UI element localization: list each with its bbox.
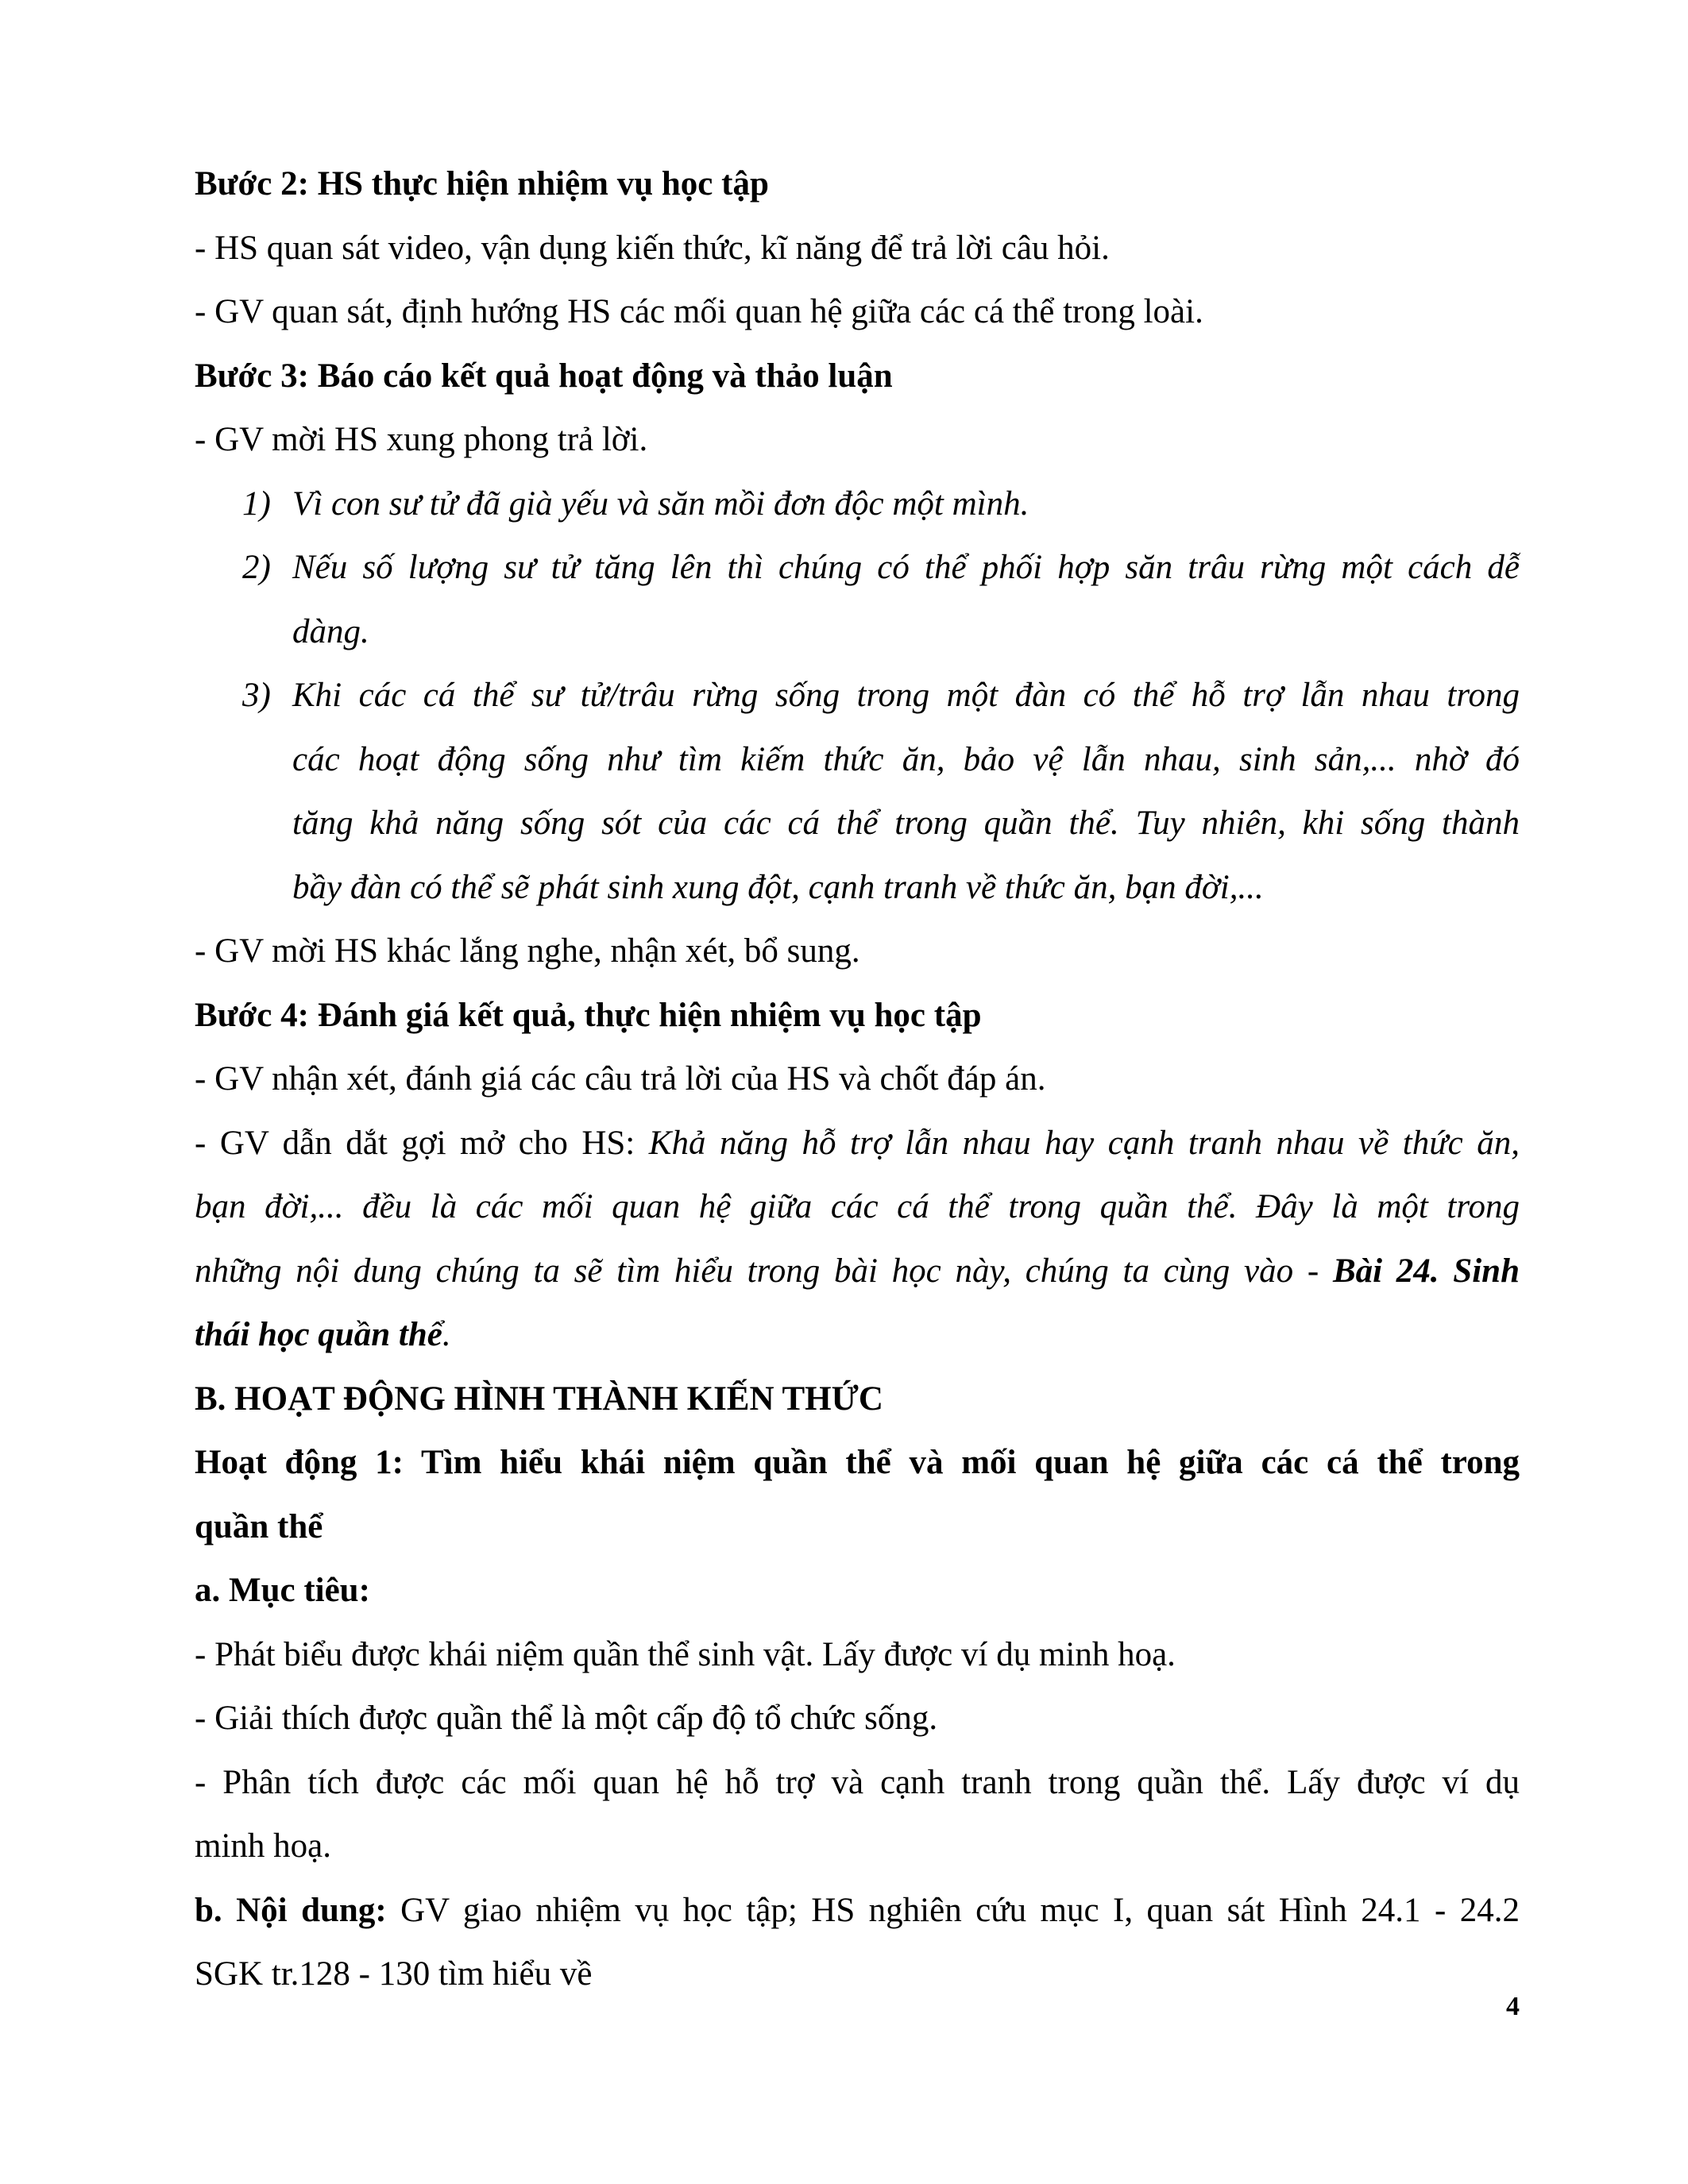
answer-text: dàng. bbox=[292, 612, 369, 650]
lesson-title-part-1: Bài 24. Sinh bbox=[1332, 1252, 1520, 1290]
lesson-title-part-2: thái học quần thể bbox=[195, 1316, 442, 1353]
step3-heading: Bước 3: Báo cáo kết quả hoạt động và thảo luận bbox=[195, 357, 893, 395]
goal-2: - Giải thích được quần thể là một cấp độ tổ chức sống. bbox=[195, 1700, 938, 1737]
lead-italic-1: Khả năng hỗ trợ lẫn nhau hay cạnh tranh nhau về thức ăn, bbox=[648, 1124, 1520, 1162]
content-label: b. Nội dung: bbox=[195, 1891, 387, 1929]
lead-prefix: - GV dẫn dắt gợi mở cho HS: bbox=[195, 1124, 649, 1162]
goal-1: - Phát biểu được khái niệm quần thể sinh vật. Lấy được ví dụ minh hoạ. bbox=[195, 1635, 1176, 1673]
answer-text: Khi các cá thể sư tử/trâu rừng sống trong một đàn có thể hỗ trợ lẫn nhau trong bbox=[292, 677, 1520, 714]
answer-text: tăng khả năng sống sót của các cá thể trong quần thể. Tuy nhiên, khi sống thành bbox=[292, 805, 1520, 842]
step4-lead-line-1 bbox=[195, 1112, 1520, 1176]
page-number: 4 bbox=[1506, 1992, 1520, 2021]
step4-lead-line-3 bbox=[195, 1240, 1520, 1304]
goal-3-line-1: - Phân tích được các mối quan hệ hỗ trợ và cạnh tranh trong quần thể. Lấy được ví dụ bbox=[195, 1763, 1520, 1801]
step2-line-2: - GV quan sát, định hướng HS các mối quan hệ giữa các cá thể trong loài. bbox=[195, 293, 1203, 330]
answer-1 bbox=[242, 473, 1520, 537]
answer-text: Vì con sư tử đã già yếu và săn mồi đơn độc một mình. bbox=[292, 484, 1029, 523]
content-text-1: GV giao nhiệm vụ học tập; HS nghiên cứu mục I, quan sát Hình 24.1 - 24.2 bbox=[386, 1891, 1520, 1929]
answer-text: bầy đàn có thể sẽ phát sinh xung đột, cạnh tranh về thức ăn, bạn đời,... bbox=[292, 868, 1264, 906]
step4-lead-line-2: bạn đời,... đều là các mối quan hệ giữa các cá thể trong quần thể. Đây là một trong bbox=[195, 1188, 1520, 1225]
step4-lead-line-4 bbox=[195, 1303, 1520, 1368]
step4-line-1: - GV nhận xét, đánh giá các câu trả lời của HS và chốt đáp án. bbox=[195, 1060, 1046, 1098]
goal-3-line-2: minh hoạ. bbox=[195, 1827, 331, 1865]
goal-heading: a. Mục tiêu: bbox=[195, 1572, 370, 1609]
answer-2 bbox=[242, 536, 1520, 664]
document-page bbox=[195, 152, 1520, 2007]
content-line-1 bbox=[195, 1879, 1520, 1943]
activity-1-heading-line-1: Hoạt động 1: Tìm hiểu khái niệm quần thể và mối quan hệ giữa các cá thể trong bbox=[195, 1444, 1520, 1481]
answer-number: 2) bbox=[242, 549, 271, 586]
step2-line-1: - HS quan sát video, vận dụng kiến thức, kĩ năng để trả lời câu hỏi. bbox=[195, 229, 1110, 267]
answer-number: 3) bbox=[242, 677, 271, 714]
answer-3 bbox=[242, 664, 1520, 920]
lead-italic-3: những nội dung chúng ta sẽ tìm hiểu trong bài học này, chúng ta cùng vào - bbox=[195, 1252, 1333, 1290]
activity-1-heading-line-2: quần thể bbox=[195, 1507, 323, 1545]
step3-outro: - GV mời HS khác lắng nghe, nhận xét, bổ sung. bbox=[195, 932, 860, 970]
step4-heading: Bước 4: Đánh giá kết quả, thực hiện nhiệm vụ học tập bbox=[195, 996, 982, 1034]
section-b-heading: B. HOẠT ĐỘNG HÌNH THÀNH KIẾN THỨC bbox=[195, 1379, 883, 1418]
answer-number: 1) bbox=[242, 484, 271, 523]
step2-heading: Bước 2: HS thực hiện nhiệm vụ học tập bbox=[195, 165, 769, 203]
answer-text: Nếu số lượng sư tử tăng lên thì chúng có thể phối hợp săn trâu rừng một cách dễ bbox=[292, 549, 1520, 586]
lesson-title-end: . bbox=[442, 1316, 451, 1353]
content-line-2: SGK tr.128 - 130 tìm hiểu về bbox=[195, 1955, 593, 1993]
step3-intro: - GV mời HS xung phong trả lời. bbox=[195, 421, 648, 458]
answer-text: các hoạt động sống như tìm kiếm thức ăn, bảo vệ lẫn nhau, sinh sản,... nhờ đó bbox=[292, 740, 1520, 778]
